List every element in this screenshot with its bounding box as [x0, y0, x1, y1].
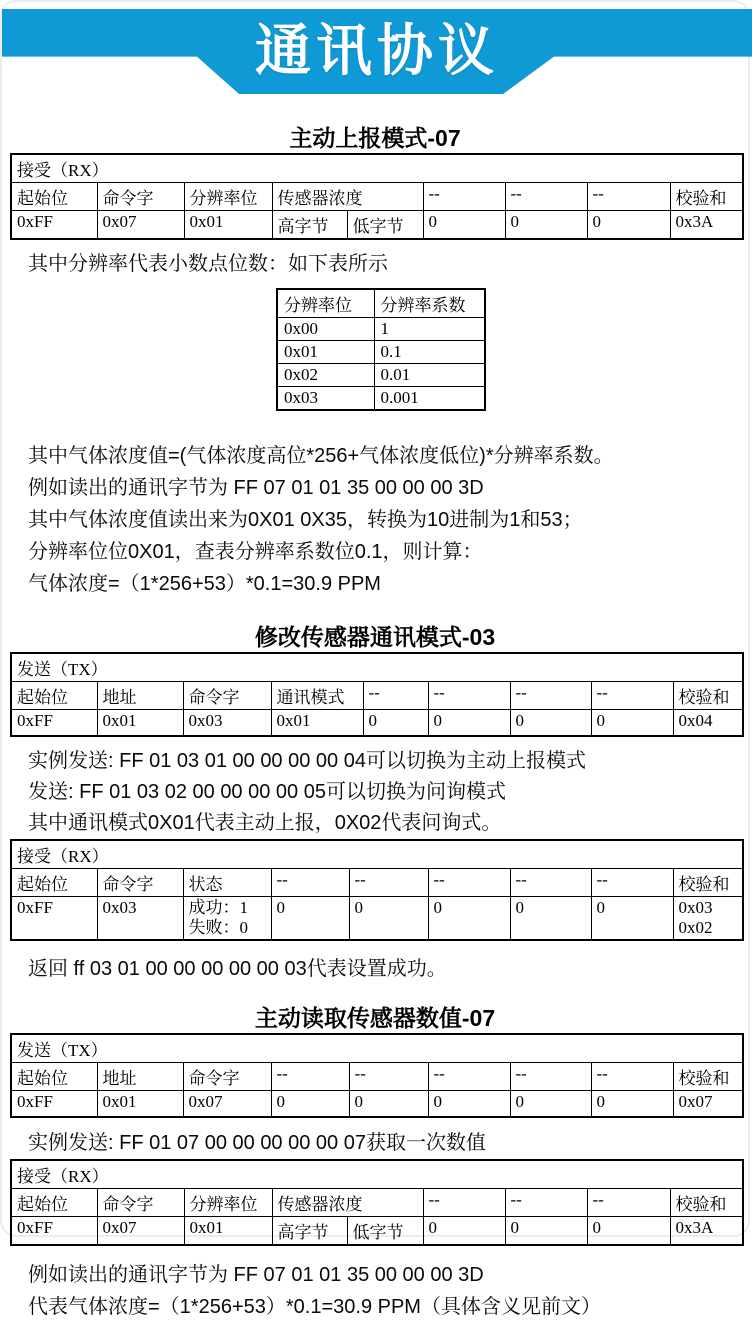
table-cell: 地址: [97, 1063, 183, 1091]
section1-rx-table: [10, 153, 744, 240]
table-cell: --: [428, 868, 510, 896]
table-cell: 接受（RX）: [11, 1160, 743, 1189]
section3-title: 主动读取传感器数值-07: [254, 1005, 496, 1031]
table-cell: 0x01: [97, 1091, 183, 1117]
table-cell: --: [349, 1063, 428, 1091]
table-cell: 0x01: [97, 710, 183, 736]
table-cell: 0xFF: [11, 1216, 97, 1245]
table-cell: --: [428, 1063, 510, 1091]
table-cell: 0: [505, 1216, 587, 1245]
status-fail-line: 失败：0: [188, 917, 248, 937]
table-cell: 1: [374, 318, 485, 341]
table-cell: 0: [591, 710, 673, 736]
table-cell: 命令字: [97, 183, 184, 211]
table-cell: 0: [505, 211, 587, 240]
table-cell: 0: [587, 211, 670, 240]
table-cell: 通讯模式: [271, 682, 363, 710]
table-cell: 发送（TX）: [11, 1034, 743, 1063]
table-cell: 传感器浓度: [272, 183, 423, 211]
table-cell: --: [587, 183, 670, 211]
table-cell: 0: [510, 710, 591, 736]
table-cell: 0: [510, 896, 591, 940]
text-line: 代表气体浓度=（1*256+53）*0.1=30.9 PPM（具体含义见前文）: [28, 1295, 601, 1318]
table-cell: 0: [587, 1216, 670, 1245]
table-cell: --: [423, 183, 505, 211]
section3-tx-table: [10, 1033, 744, 1118]
resolution-table: [276, 288, 486, 411]
text-line: 例如读出的通讯字节为 FF 07 01 01 35 00 00 00 3D: [28, 477, 484, 499]
table-row: [11, 896, 743, 940]
table-cell: 0: [349, 1091, 428, 1117]
table-cell: 命令字: [183, 1063, 271, 1091]
table-cell: 0: [428, 1091, 510, 1117]
table-cell: 0: [271, 896, 349, 940]
table-cell: 接受（RX）: [11, 840, 743, 869]
table-cell: 低字节: [347, 1216, 423, 1245]
text-line: 其中气体浓度值读出来为0X01 0X35，转换为10进制为1和53；: [28, 509, 583, 531]
table-cell: 0x01: [271, 710, 363, 736]
table-cell: 命令字: [97, 1188, 184, 1216]
table-cell: 0: [423, 211, 505, 240]
table-row: [11, 183, 743, 211]
table-row: [277, 289, 485, 318]
section2-tx-table: [10, 652, 744, 737]
table-cell: 0x3A: [670, 211, 743, 240]
table-row: [277, 341, 485, 364]
table-cell: 0x07: [183, 1091, 271, 1117]
table-cell: 校验和: [670, 1188, 743, 1216]
table-cell: [183, 896, 271, 940]
final-explanation: [28, 1259, 736, 1323]
table-row: [11, 1091, 743, 1117]
table-cell: 0: [510, 1091, 591, 1117]
text-line: 其中气体浓度值=(气体浓度高位*256+气体浓度低位)*分辨率系数。: [28, 445, 614, 467]
table-cell: 0x03: [183, 710, 271, 736]
table-cell: 0.1: [374, 341, 485, 364]
table-cell: --: [510, 868, 591, 896]
table-cell: 0x03: [97, 896, 183, 940]
table-cell: 分辨率位: [184, 1188, 272, 1216]
table-row: [277, 364, 485, 387]
table-cell: 起始位: [11, 868, 97, 896]
table-row: [11, 653, 743, 682]
table-row: [11, 211, 743, 240]
table-cell: 命令字: [183, 682, 271, 710]
table-row: [11, 154, 743, 183]
table-row: [11, 868, 743, 896]
table-cell: --: [505, 1188, 587, 1216]
table-cell: 分辨率位: [277, 289, 374, 318]
table-cell: 校验和: [673, 868, 743, 896]
table-row: [11, 1063, 743, 1091]
setting-success-note: 返回 ff 03 01 00 00 00 00 00 03代表设置成功。: [28, 958, 447, 980]
table-cell: 0xFF: [11, 710, 97, 736]
table-cell: --: [423, 1188, 505, 1216]
table-row: [11, 1188, 743, 1216]
table-cell: 0.01: [374, 364, 485, 387]
table-cell: --: [591, 682, 673, 710]
table-cell: 0xFF: [11, 896, 97, 940]
read-example-note: 实例发送: FF 01 07 00 00 00 00 00 07获取一次数值: [28, 1131, 486, 1154]
table-cell: 校验和: [673, 1063, 743, 1091]
table-cell: 分辨率位: [184, 183, 272, 211]
table-row: [11, 710, 743, 736]
table-row: [11, 682, 743, 710]
text-line: 发送: FF 01 03 02 00 00 00 00 05可以切换为问询模式: [28, 780, 506, 803]
resolution-note: 其中分辨率代表小数点位数：如下表所示: [28, 253, 388, 275]
table-cell: 0: [349, 896, 428, 940]
table-cell: 0: [591, 896, 673, 940]
table-cell: --: [505, 183, 587, 211]
table-cell: 高字节: [272, 211, 347, 240]
table-cell: 0x07: [97, 211, 184, 240]
text-line: 分辨率位位0X01，查表分辨率系数位0.1，则计算：: [28, 541, 483, 563]
table-cell: --: [363, 682, 428, 710]
table-cell: 0.001: [374, 387, 485, 411]
table-cell: 0x07: [673, 1091, 743, 1117]
table-cell: 0x01: [184, 211, 272, 240]
mode-switch-notes: [28, 746, 736, 839]
table-cell: 起始位: [11, 183, 97, 211]
table-cell: --: [428, 682, 510, 710]
table-cell: 高字节: [272, 1216, 347, 1245]
table-cell: 校验和: [673, 682, 743, 710]
table-cell: 校验和: [670, 183, 743, 211]
table-cell: 0x03: [277, 387, 374, 411]
table-cell: --: [349, 868, 428, 896]
table-cell: 0x01: [184, 1216, 272, 1245]
table-cell: 0xFF: [11, 1091, 97, 1117]
concentration-explanation: [28, 440, 736, 600]
table-cell: 0xFF: [11, 211, 97, 240]
table-cell: 0: [591, 1091, 673, 1117]
header-banner: [2, 2, 752, 97]
table-cell: --: [510, 682, 591, 710]
table-cell: 0: [363, 710, 428, 736]
table-row: [11, 1216, 743, 1245]
table-cell: 起始位: [11, 1188, 97, 1216]
section3-rx-table: [10, 1159, 744, 1246]
text-line: 例如读出的通讯字节为 FF 07 01 01 35 00 00 00 3D: [28, 1263, 484, 1286]
table-cell: 0: [428, 710, 510, 736]
table-row: [277, 387, 485, 411]
table-cell: 发送（TX）: [11, 653, 743, 682]
table-row: [11, 1160, 743, 1189]
table-cell: [673, 896, 743, 940]
table-cell: 0: [423, 1216, 505, 1245]
table-cell: 0x04: [673, 710, 743, 736]
section2-rx-table: [10, 839, 744, 942]
table-cell: 地址: [97, 682, 183, 710]
text-line: 气体浓度=（1*256+53）*0.1=30.9 PPM: [28, 573, 381, 595]
table-row: [277, 318, 485, 341]
section1-title: 主动上报模式-07: [289, 125, 461, 151]
table-row: [11, 1034, 743, 1063]
table-cell: --: [587, 1188, 670, 1216]
table-cell: 0x07: [97, 1216, 184, 1245]
checksum-line: 0x02: [678, 917, 713, 937]
text-line: 其中通讯模式0X01代表主动上报，0X02代表问询式。: [28, 811, 502, 834]
table-cell: --: [271, 1063, 349, 1091]
section2-title: 修改传感器通讯模式-03: [254, 624, 496, 650]
table-cell: 起始位: [11, 682, 97, 710]
table-cell: --: [591, 1063, 673, 1091]
checksum-line: 0x03: [678, 897, 713, 917]
table-cell: 状态: [183, 868, 271, 896]
table-cell: 接受（RX）: [11, 154, 743, 183]
table-cell: 0x01: [277, 341, 374, 364]
table-cell: --: [510, 1063, 591, 1091]
table-cell: 低字节: [347, 211, 423, 240]
table-cell: 传感器浓度: [272, 1188, 423, 1216]
text-line: 实例发送: FF 01 03 01 00 00 00 00 04可以切换为主动上报模式: [28, 749, 586, 772]
table-cell: 0x02: [277, 364, 374, 387]
table-cell: --: [591, 868, 673, 896]
table-cell: 0x3A: [670, 1216, 743, 1245]
table-cell: 0x00: [277, 318, 374, 341]
status-success-line: 成功：1: [188, 897, 248, 917]
banner-title: 通讯协议: [255, 19, 499, 82]
table-cell: 0: [271, 1091, 349, 1117]
table-cell: 0: [428, 896, 510, 940]
table-cell: 命令字: [97, 868, 183, 896]
table-cell: --: [271, 868, 349, 896]
table-cell: 分辨率系数: [374, 289, 485, 318]
table-row: [11, 840, 743, 869]
table-cell: 起始位: [11, 1063, 97, 1091]
